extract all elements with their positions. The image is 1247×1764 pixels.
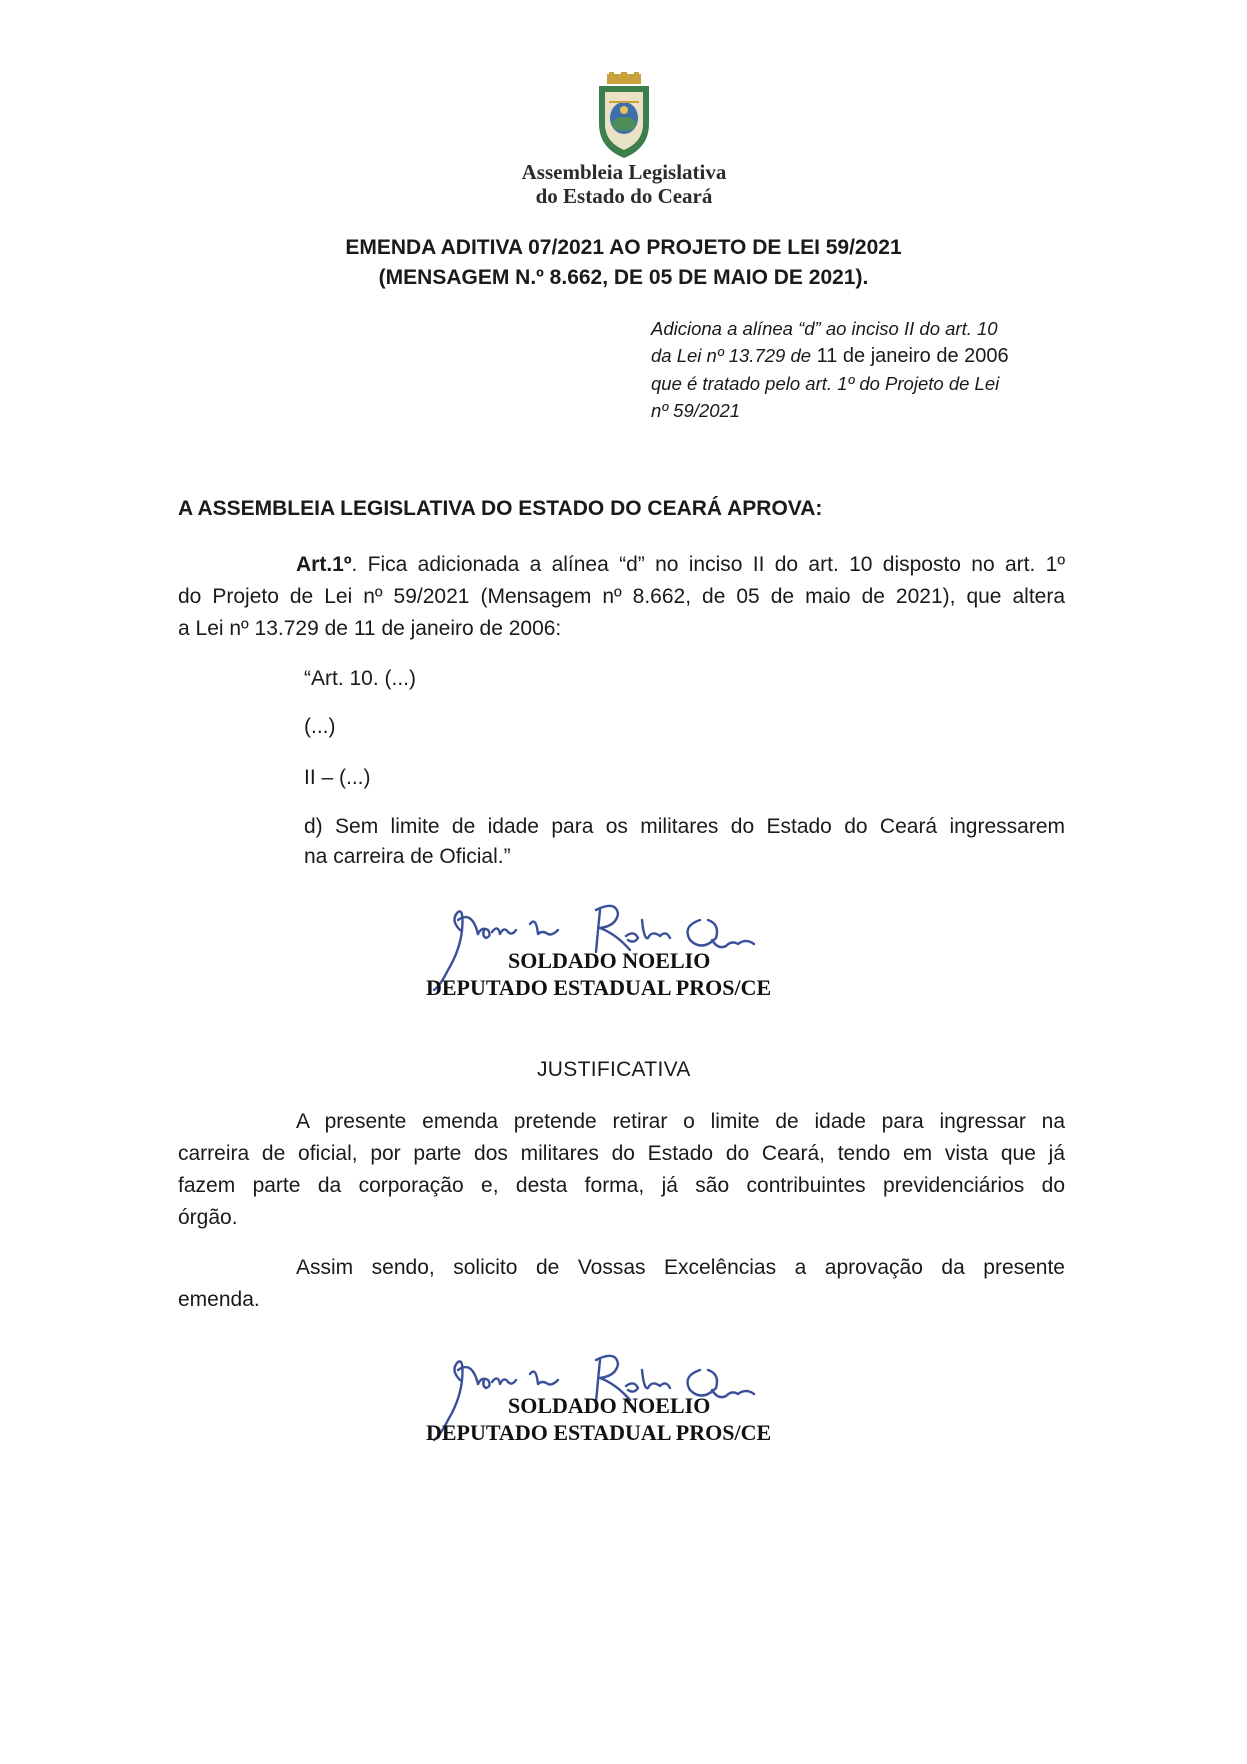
document-title-line-1: EMENDA ADITIVA 07/2021 AO PROJETO DE LEI 59/2021	[345, 236, 902, 259]
org-line-2: do Estado do Ceará	[535, 184, 713, 208]
document-title-line-2: (MENSAGEM N.º 8.662, DE 05 DE MAIO DE 2021).	[378, 266, 869, 289]
justification-title: JUSTIFICATIVA	[537, 1058, 691, 1081]
ementa-line-1: Adiciona a alínea “d” ao inciso II do art. 10	[651, 318, 998, 339]
signatory-name: SOLDADO NOELIO	[508, 948, 711, 973]
ementa-line-4: nº 59/2021	[651, 400, 741, 421]
organization-name	[474, 160, 774, 208]
justification-p2-line-1: Assim sendo, solicito de Vossas Excelências a aprovação da presente	[296, 1256, 1065, 1279]
signatory-role: DEPUTADO ESTADUAL PROS/CE	[426, 975, 772, 1000]
quote-art-10: “Art. 10. (...)	[304, 667, 417, 690]
quote-inciso-ii: II – (...)	[304, 766, 371, 789]
article-line-3: a Lei nº 13.729 de 11 de janeiro de 2006:	[178, 617, 562, 640]
ementa-line-3: que é tratado pelo art. 1º do Projeto de Lei	[651, 373, 1000, 394]
justification-p1-line-2: carreira de oficial, por parte dos militares do Estado do Ceará, tendo em vista que já	[178, 1142, 1065, 1165]
article-line-1	[296, 553, 1065, 577]
article-line-1-text: . Fica adicionada a alínea “d” no inciso II do art. 10 disposto no art. 1º	[351, 553, 1065, 576]
justification-p1-line-3: fazem parte da corporação e, desta forma, já são contribuintes previdenciários do	[178, 1174, 1065, 1197]
justification-p1-line-1: A presente emenda pretende retirar o limite de idade para ingressar na	[296, 1110, 1065, 1133]
state-crest-icon	[595, 72, 653, 160]
signature-block-1	[420, 890, 840, 1000]
ementa-line-2a: da Lei nº 13.729 de	[651, 345, 812, 366]
quote-alinea-line-1: d) Sem limite de idade para os militares do Estado do Ceará ingressarem	[304, 815, 1065, 838]
article-line-2: do Projeto de Lei nº 59/2021 (Mensagem nº 8.662, de 05 de maio de 2021), que altera	[178, 585, 1065, 608]
org-line-1: Assembleia Legislativa	[521, 160, 727, 184]
article-label: Art.1º	[296, 553, 352, 576]
signature-block-2	[420, 1340, 840, 1450]
ementa-line-2b: 11 de janeiro de 2006	[811, 345, 1009, 367]
signatory-role: DEPUTADO ESTADUAL PROS/CE	[426, 1420, 772, 1445]
ementa	[651, 315, 1065, 424]
quote-alinea-line-2: na carreira de Oficial.”	[304, 845, 511, 868]
quote-ellipsis: (...)	[304, 715, 336, 738]
enacting-clause: A ASSEMBLEIA LEGISLATIVA DO ESTADO DO CEARÁ APROVA:	[178, 497, 823, 520]
justification-p2-line-2: emenda.	[178, 1288, 260, 1311]
justification-p1-line-4: órgão.	[178, 1206, 238, 1229]
ementa-line-2	[651, 342, 1065, 370]
signatory-name: SOLDADO NOELIO	[508, 1393, 711, 1418]
